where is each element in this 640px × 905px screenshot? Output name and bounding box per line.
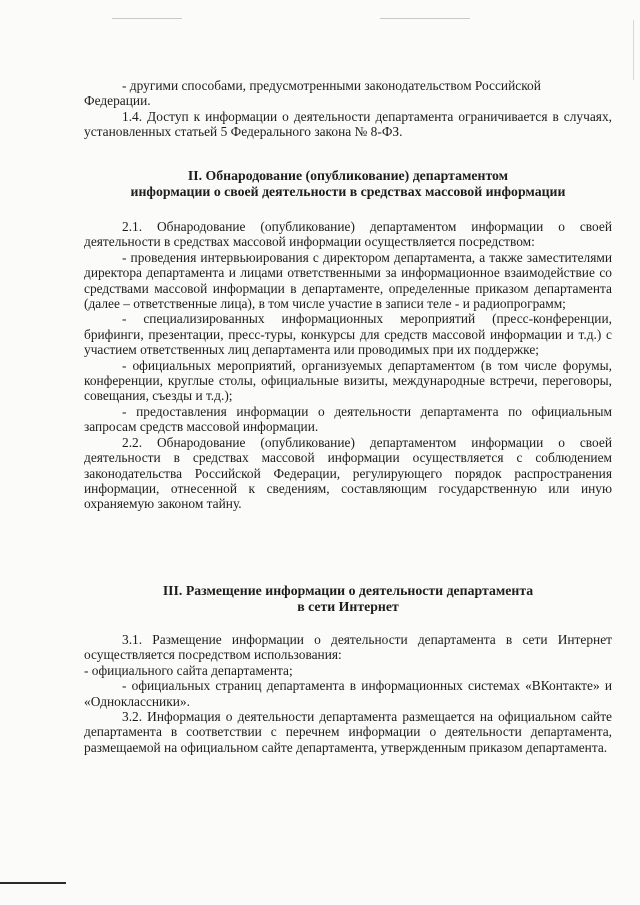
paragraph-3-1: 3.1. Размещение информации о деятельности департамента в сети Интернет осуществляется посредством использования:: [84, 632, 612, 663]
bullet-special-events: - специализированных информационных мероприятий (пресс-конференции, брифинги, презентации, пресс-туры, конкурсы для средств массовой информации и т.д.) с участием ответственных лиц департамента или проводимых при их поддержке;: [84, 311, 612, 358]
scan-artifact-bottom: [0, 882, 66, 884]
bullet-other-ways-cont: Федерации.: [84, 93, 151, 109]
section-2-title-line2: информации о своей деятельности в средствах массовой информации: [130, 184, 566, 199]
bullet-social-pages: - официальных страниц департамента в информационных системах «ВКонтакте» и «Одноклассники».: [84, 678, 612, 709]
paragraph-2-1: 2.1. Обнародование (опубликование) департаментом информации о своей деятельности в средствах массовой информации осуществляется посредством:: [84, 219, 612, 250]
section-2-body: [84, 219, 612, 512]
bullet-interviews: - проведения интервьюирования с директором департамента, а также заместителями директора департамента и лицами ответственными за информационное взаимодействие со средствами массовой информации в департаменте, определенные приказом департамента (далее – ответственные лица), в том числе участие в записи теле - и радиопрограмм;: [84, 249, 612, 312]
paragraph-3-2: 3.2. Информация о деятельности департамента размещается на официальном сайте департамента в соответствии с перечнем информации о деятельности департамента, размещаемой на официальном сайте департамента, утвержденным приказом департамента.: [84, 709, 612, 755]
bullet-other-ways: - другими способами, предусмотренными законодательством Российской: [122, 78, 541, 93]
paragraph-1-4: 1.4. Доступ к информации о деятельности департамента ограничивается в случаях, установленных статьей 5 Федерального закона № 8-ФЗ.: [84, 108, 612, 140]
intro-block: [84, 78, 612, 140]
bullet-official-site: - официального сайта департамента;: [84, 662, 293, 678]
paragraph-2-2: 2.2. Обнародование (опубликование) департаментом информации о своей деятельности в средствах массовой информации осуществляется с соблюдением законодательства Российской Федерации, регулирующего порядок распространения информации, отнесенной к сведениям, составляющим государственную или иную охраняемую законом тайну.: [84, 434, 612, 512]
section-3-body: [84, 632, 612, 755]
scan-edge: [633, 20, 634, 80]
section-3-heading: [84, 583, 612, 615]
section-2-heading: [84, 168, 612, 200]
scan-artifact: [380, 18, 470, 19]
section-3-title-line1: III. Размещение информации о деятельности департамента: [162, 583, 534, 598]
bullet-requests: - предоставления информации о деятельности департамента по официальным запросам средств массовой информации.: [84, 403, 612, 435]
scan-artifact: [112, 18, 182, 19]
bullet-official-events: - официальных мероприятий, организуемых департаментом (в том числе форумы, конференции, круглые столы, официальные визиты, международные встречи, переговоры, совещания, съезды и т.д.);: [84, 357, 612, 404]
section-2-title-line1: II. Обнародование (опубликование) департаментом: [187, 168, 509, 183]
section-3-title-line2: в сети Интернет: [297, 599, 399, 614]
